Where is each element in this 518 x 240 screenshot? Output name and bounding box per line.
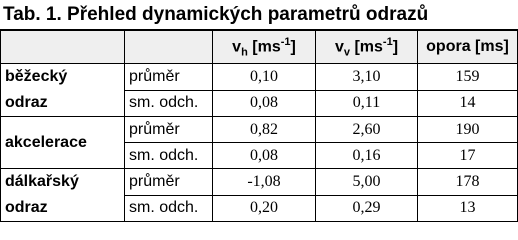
header-vh: $v_h$ $[ms^{-1}]$ <box>213 31 316 64</box>
parameters-table <box>0 30 518 222</box>
stat-label: sm. odch. <box>125 90 213 117</box>
support-value: 178 <box>418 169 518 196</box>
table-row <box>1 169 518 196</box>
group-label-dalkarsky: dálkařský odraz <box>1 169 125 222</box>
vv-value: 0,11 <box>316 90 418 117</box>
vv-value: 5,00 <box>316 169 418 196</box>
header-row <box>1 31 518 64</box>
group-label-akcelerace: akcelerace <box>1 117 125 169</box>
header-support: opora [ms] <box>418 31 518 64</box>
header-blank-group <box>1 31 125 64</box>
header-blank-stat <box>125 31 213 64</box>
vv-value: 2,60 <box>316 117 418 143</box>
stat-label: sm. odch. <box>125 195 213 222</box>
support-value: 17 <box>418 143 518 169</box>
vh-value: 0,08 <box>213 143 316 169</box>
vh-value: 0,82 <box>213 117 316 143</box>
group-label-bezecky: běžecký odraz <box>1 64 125 117</box>
stat-label: průměr <box>125 117 213 143</box>
stat-label: sm. odch. <box>125 143 213 169</box>
support-value: 159 <box>418 64 518 91</box>
table-row <box>1 64 518 91</box>
vh-value: 0,20 <box>213 195 316 222</box>
vh-value: -1,08 <box>213 169 316 196</box>
support-value: 190 <box>418 117 518 143</box>
support-value: 14 <box>418 90 518 117</box>
table-caption: Tab. 1. Přehled dynamických parametrů odrazů <box>0 0 518 30</box>
vh-value: 0,08 <box>213 90 316 117</box>
vv-value: 3,10 <box>316 64 418 91</box>
vv-value: 0,16 <box>316 143 418 169</box>
stat-label: průměr <box>125 169 213 196</box>
vh-value: 0,10 <box>213 64 316 91</box>
vv-value: 0,29 <box>316 195 418 222</box>
header-vv: $v_v$ $[ms^{-1}]$ <box>316 31 418 64</box>
table-row <box>1 117 518 143</box>
stat-label: průměr <box>125 64 213 91</box>
support-value: 13 <box>418 195 518 222</box>
